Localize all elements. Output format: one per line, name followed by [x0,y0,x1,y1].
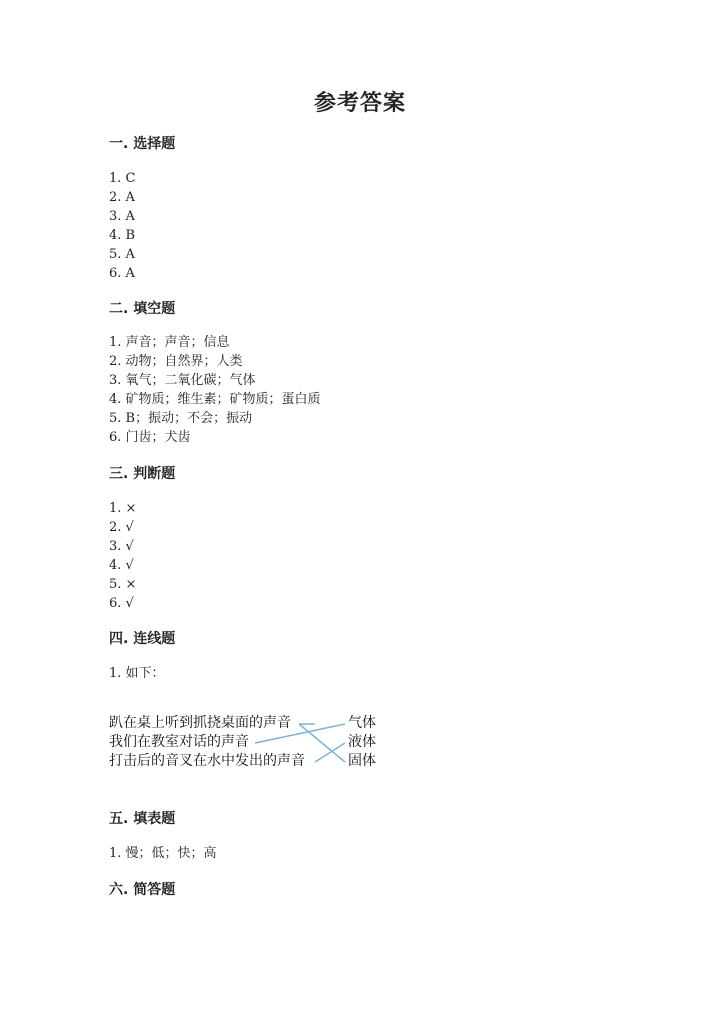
answer-list-fill [109,333,321,447]
matching-diagram [109,712,409,774]
list-item: 5. × [109,577,137,592]
list-item: 6. 门齿；犬齿 [109,430,191,445]
match-right-item: 固体 [348,753,376,769]
match-left-item: 我们在教室对话的声音 [109,734,249,750]
list-item: 3. A [109,209,135,224]
list-item: 1. 如下： [109,666,165,681]
section-heading-short-answer: 六. 简答题 [109,882,176,898]
list-item: 3. 氧气；二氧化碳；气体 [109,373,256,388]
match-right-item: 液体 [348,734,376,750]
list-item: 1. × [109,501,137,516]
answer-list-choice [109,169,135,283]
section-heading-table: 五. 填表题 [109,811,176,827]
list-item: 4. B [109,228,136,243]
list-item: 4. √ [109,558,134,573]
list-item: 1. C [109,171,136,186]
section-heading-fill: 二. 填空题 [109,301,176,317]
list-item: 3. √ [109,539,134,554]
page-title: 参考答案 [313,91,406,116]
list-item: 5. B；振动；不会；振动 [109,411,253,426]
list-item: 6. √ [109,596,134,611]
section-heading-judge: 三. 判断题 [109,466,176,482]
match-left-item: 趴在桌上听到抓挠桌面的声音 [109,715,291,731]
section-heading-match: 四. 连线题 [109,631,176,647]
list-item: 2. √ [109,520,134,535]
match-line [299,724,345,762]
answer-list-table [109,844,217,863]
answer-list-judge [109,499,136,613]
list-item: 4. 矿物质；维生素；矿物质；蛋白质 [109,392,321,407]
match-left-item: 打击后的音叉在水中发出的声音 [109,753,305,769]
match-right-item: 气体 [348,715,376,731]
list-item: 2. A [109,190,135,205]
list-item: 1. 慢；低；快；高 [109,846,217,861]
answer-list-match [109,664,165,683]
list-item: 2. 动物；自然界；人类 [109,354,243,369]
list-item: 6. A [109,266,135,281]
list-item: 1. 声音；声音；信息 [109,335,230,350]
section-heading-choice: 一. 选择题 [109,136,176,152]
list-item: 5. A [109,247,135,262]
